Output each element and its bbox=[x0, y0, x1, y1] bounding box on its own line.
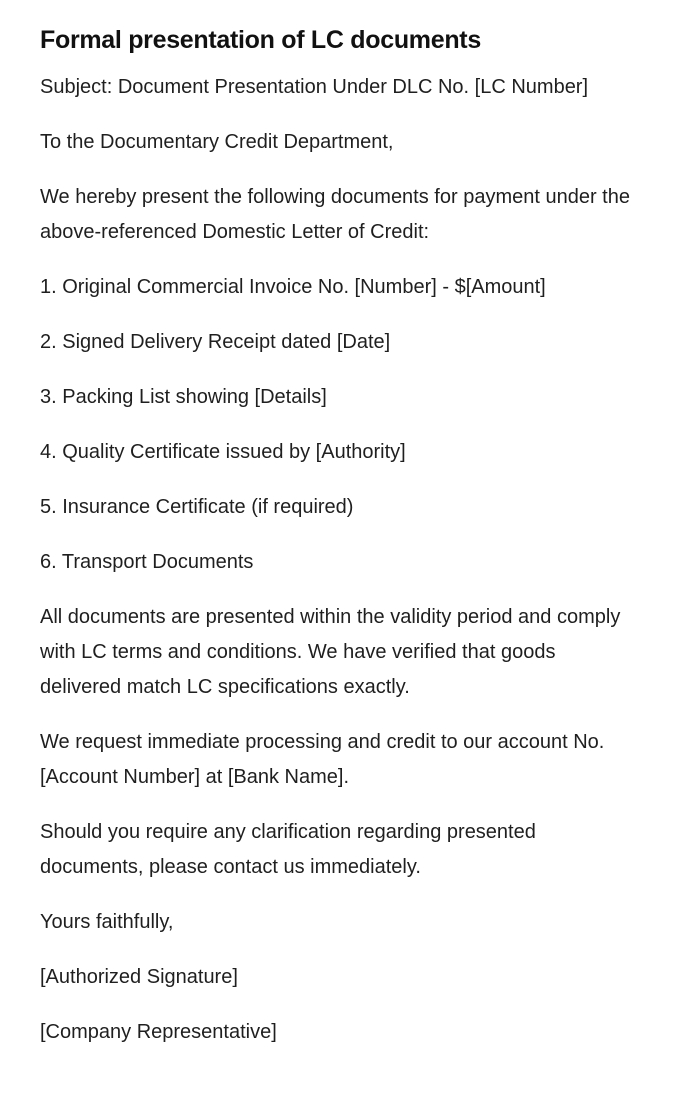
list-item: 6. Transport Documents bbox=[40, 551, 254, 573]
compliance-paragraph: All documents are presented within the validity period and comply with LC terms and conditions. We have verified that goods delivered match LC specifications exactly. bbox=[40, 606, 621, 698]
list-item: 2. Signed Delivery Receipt dated [Date] bbox=[40, 331, 391, 353]
list-item: 4. Quality Certificate issued by [Authority] bbox=[40, 441, 406, 463]
list-item: 1. Original Commercial Invoice No. [Number] - $[Amount] bbox=[40, 276, 546, 298]
request-paragraph: We request immediate processing and credit to our account No. [Account Number] at [Bank Name]. bbox=[40, 731, 605, 788]
closing-line: Yours faithfully, bbox=[40, 911, 174, 933]
clarification-paragraph: Should you require any clarification regarding presented documents, please contact us immediately. bbox=[40, 821, 536, 878]
document-title: Formal presentation of LC documents bbox=[40, 26, 481, 54]
letter-document bbox=[40, 22, 640, 1070]
signature-placeholder: [Authorized Signature] bbox=[40, 966, 238, 988]
list-item: 5. Insurance Certificate (if required) bbox=[40, 496, 354, 518]
intro-paragraph: We hereby present the following documents for payment under the above-referenced Domestic Letter of Credit: bbox=[40, 186, 630, 243]
subject-line: Subject: Document Presentation Under DLC No. [LC Number] bbox=[40, 76, 589, 98]
representative-placeholder: [Company Representative] bbox=[40, 1021, 277, 1043]
list-item: 3. Packing List showing [Details] bbox=[40, 386, 327, 408]
salutation: To the Documentary Credit Department, bbox=[40, 131, 394, 153]
